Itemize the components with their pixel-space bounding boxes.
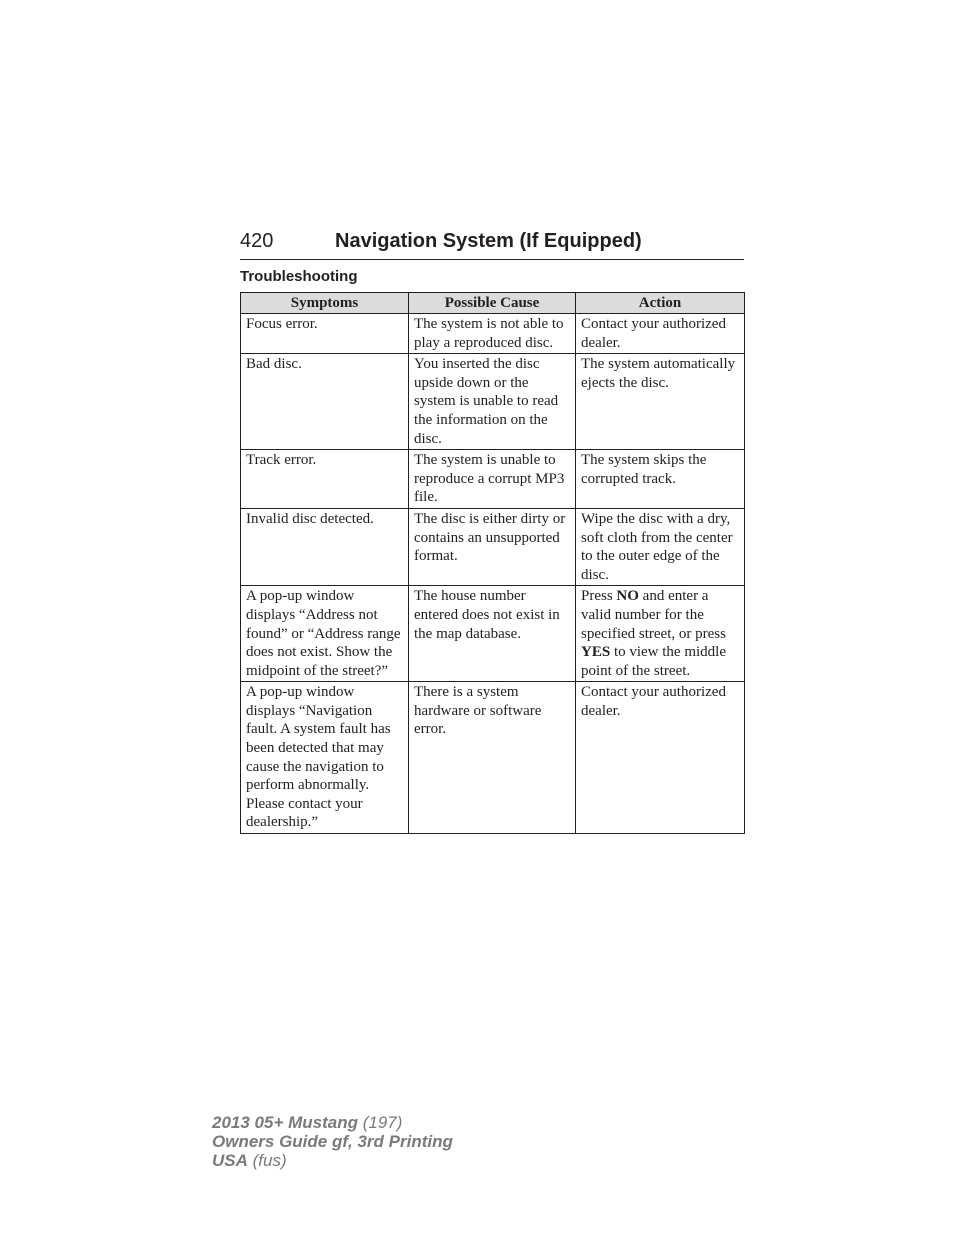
cause-cell: The system is unable to reproduce a corrupt MP3 file.	[409, 450, 576, 509]
symptom-cell: Invalid disc detected.	[241, 508, 409, 585]
symptom-cell: A pop-up window displays “Navigation fault. A system fault has been detected that may cause the navigation to perform abnormally. Please contact your dealership.”	[241, 682, 409, 834]
troubleshooting-table	[240, 292, 745, 834]
footer-line-2: Owners Guide gf, 3rd Printing	[212, 1132, 453, 1151]
column-header-action: Action	[576, 293, 745, 314]
action-cell: Contact your authorized dealer.	[576, 682, 745, 834]
footer-market-code: (fus)	[247, 1151, 287, 1170]
action-cell: The system automatically ejects the disc.	[576, 354, 745, 450]
section-title: Troubleshooting	[240, 268, 358, 285]
cause-cell: The house number entered does not exist in the map database.	[409, 586, 576, 682]
table-row	[241, 450, 745, 509]
footer-market: USA	[212, 1151, 248, 1170]
action-cell: Contact your authorized dealer.	[576, 314, 745, 354]
cause-cell: The system is not able to play a reproduced disc.	[409, 314, 576, 354]
footer-model-code: (197)	[358, 1113, 403, 1132]
symptom-cell: Bad disc.	[241, 354, 409, 450]
action-cell	[576, 586, 745, 682]
cause-cell: The disc is either dirty or contains an unsupported format.	[409, 508, 576, 585]
symptom-cell: Track error.	[241, 450, 409, 509]
cause-cell: You inserted the disc upside down or the system is unable to read the information on the disc.	[409, 354, 576, 450]
action-text: to view the middle point of the street.	[581, 644, 726, 679]
table-row	[241, 314, 745, 354]
chapter-title: Navigation System (If Equipped)	[335, 230, 642, 252]
table-header-row	[241, 293, 745, 314]
action-cell: Wipe the disc with a dry, soft cloth from the center to the outer edge of the disc.	[576, 508, 745, 585]
page-number: 420	[240, 230, 274, 252]
action-text: and enter a valid number for the specified street, or press	[581, 588, 726, 642]
symptom-cell: A pop-up window displays “Address not found” or “Address range does not exist. Show the midpoint of the street?”	[241, 586, 409, 682]
table-row	[241, 586, 745, 682]
symptom-cell: Focus error.	[241, 314, 409, 354]
table-row	[241, 682, 745, 834]
table-row	[241, 354, 745, 450]
footer-line-1	[212, 1113, 453, 1132]
table-row	[241, 508, 745, 585]
page-header	[240, 228, 744, 260]
action-text: Press	[581, 588, 617, 605]
column-header-symptoms: Symptoms	[241, 293, 409, 314]
cause-cell: There is a system hardware or software error.	[409, 682, 576, 834]
footer-line-3	[212, 1151, 453, 1170]
action-cell: The system skips the corrupted track.	[576, 450, 745, 509]
yes-keyword: YES	[581, 644, 611, 661]
no-keyword: NO	[616, 588, 639, 605]
page-footer	[212, 1113, 453, 1170]
column-header-possible-cause: Possible Cause	[409, 293, 576, 314]
footer-model: 2013 05+ Mustang	[212, 1113, 358, 1132]
